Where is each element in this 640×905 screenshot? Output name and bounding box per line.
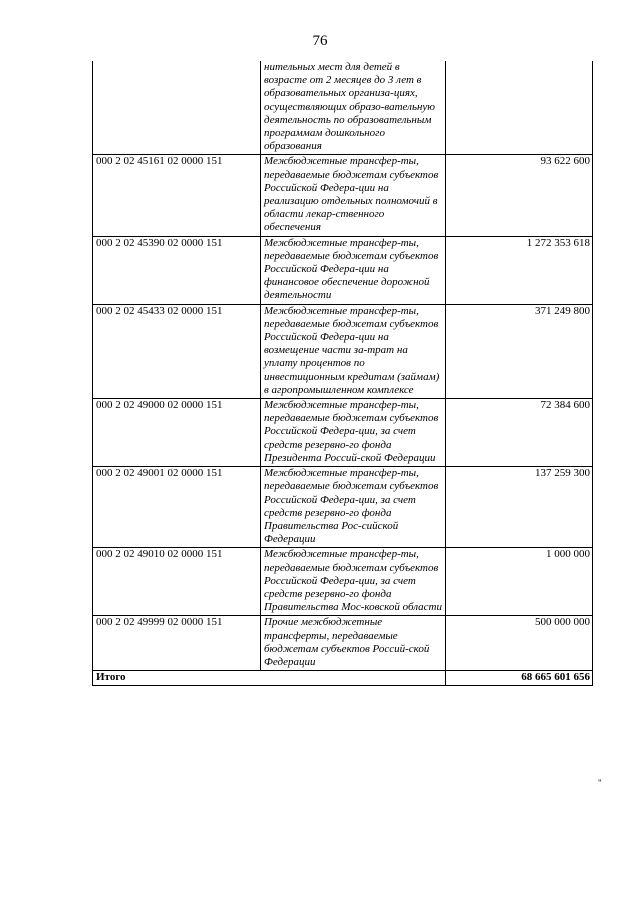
table-row: [93, 304, 593, 398]
amount-cell: 371 249 800: [446, 304, 593, 398]
amount-cell: 93 622 600: [446, 155, 593, 236]
amount-cell: 72 384 600: [446, 399, 593, 467]
budget-table: [92, 61, 593, 686]
table-row: [93, 467, 593, 548]
total-row: [93, 671, 593, 686]
table-row: [93, 616, 593, 671]
table-row: [93, 548, 593, 616]
table-row: [93, 399, 593, 467]
table-row: [93, 155, 593, 236]
page-number: 76: [312, 33, 328, 49]
description-cell: Межбюджетные трансфер-ты, передаваемые бюджетам субъектов Российской Федера-ции на финансовое обеспечение дорожной деятельности: [261, 236, 446, 304]
description-cell: Межбюджетные трансфер-ты, передаваемые бюджетам субъектов Российской Федера-ции, за счет средств резервно-го фонда Президента Россий-ской Федерации: [261, 399, 446, 467]
code-cell: 000 2 02 49999 02 0000 151: [93, 616, 261, 671]
amount-cell: [446, 61, 593, 155]
amount-cell: 1 000 000: [446, 548, 593, 616]
table-row-continuation: [93, 61, 593, 155]
amount-cell: 1 272 353 618: [446, 236, 593, 304]
code-cell: 000 2 02 49001 02 0000 151: [93, 467, 261, 548]
description-cell: нительных мест для детей в возрасте от 2 месяцев до 3 лет в образовательных организа-циях, осуществляющих образо-вательную деятельность по образовательным программам дошкольного образования: [261, 61, 446, 155]
code-cell: 000 2 02 45390 02 0000 151: [93, 236, 261, 304]
total-label: Итого: [93, 671, 446, 686]
code-cell: 000 2 02 49010 02 0000 151: [93, 548, 261, 616]
code-cell: 000 2 02 45161 02 0000 151: [93, 155, 261, 236]
code-cell: 000 2 02 49000 02 0000 151: [93, 399, 261, 467]
description-cell: Межбюджетные трансфер-ты, передаваемые бюджетам субъектов Российской Федера-ции, за счет средств резервно-го фонда Правительства Мос-ковской области: [261, 548, 446, 616]
description-cell: Межбюджетные трансфер-ты, передаваемые бюджетам субъектов Российской Федера-ции на возмещение части за-трат на уплату процентов по инвестиционным кредитам (займам) в агропромышленном комплексе: [261, 304, 446, 398]
amount-cell: 137 259 300: [446, 467, 593, 548]
code-cell: 000 2 02 45433 02 0000 151: [93, 304, 261, 398]
description-cell: Межбюджетные трансфер-ты, передаваемые бюджетам субъектов Российской Федера-ции на реализацию отдельных полномочий в области лекар-ственного обеспечения: [261, 155, 446, 236]
table-row: [93, 236, 593, 304]
total-amount: 68 665 601 656: [446, 671, 593, 686]
amount-cell: 500 000 000: [446, 616, 593, 671]
description-cell: Прочие межбюджетные трансферты, передаваемые бюджетам субъектов Россий-ской Федерации: [261, 616, 446, 671]
description-cell: Межбюджетные трансфер-ты, передаваемые бюджетам субъектов Российской Федера-ции, за счет средств резервно-го фонда Правительства Рос-сийской Федерации: [261, 467, 446, 548]
closing-quote: ": [598, 778, 602, 788]
code-cell: [93, 61, 261, 155]
